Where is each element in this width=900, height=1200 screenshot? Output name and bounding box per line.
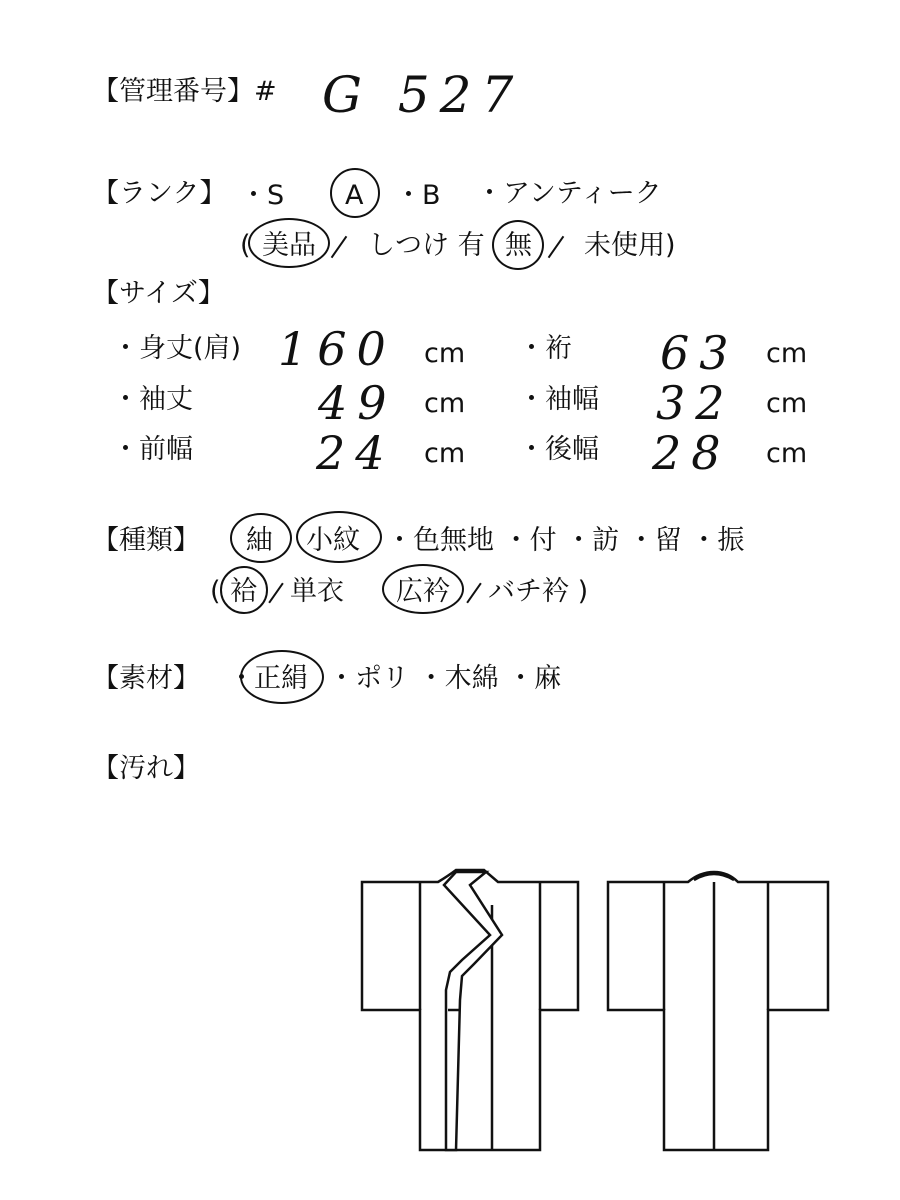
rank-label: 【ランク】 — [92, 178, 227, 209]
rank-bihin: 美品 — [262, 230, 316, 261]
mgmt-number-handwritten: G 527 — [322, 66, 524, 124]
rank-b: ・B — [395, 180, 441, 211]
size-value-sodetake: 49 — [318, 376, 397, 430]
size-value-ushirohaba: 28 — [652, 426, 731, 480]
material-rest: ・ポリ ・木綿 ・麻 — [328, 663, 562, 694]
kind-bachieri: バチ衿 ) — [488, 576, 589, 607]
kimono-front-collar — [444, 872, 502, 1150]
rank-nashi: 無 — [505, 230, 532, 261]
rank-mishiyo: 未使用) — [584, 230, 676, 261]
size-unit: cm — [766, 438, 808, 469]
size-label-sodetake: ・袖丈 — [112, 384, 193, 415]
kind-tsumugi: 紬 — [246, 525, 273, 556]
kind-paren-open: ( — [210, 576, 221, 607]
size-unit: cm — [424, 438, 466, 469]
kind-label: 【種類】 — [92, 525, 200, 556]
size-unit: cm — [766, 388, 808, 419]
kind-hitoe: 単衣 — [290, 576, 344, 607]
size-value-sodehaba: 32 — [656, 376, 735, 430]
size-unit: cm — [424, 388, 466, 419]
rank-a: A — [345, 180, 364, 211]
size-unit: cm — [766, 338, 808, 369]
kind-komon: 小紋 — [306, 525, 360, 556]
kind-rest: ・色無地 ・付 ・訪 ・留 ・振 — [386, 525, 745, 556]
size-label-sodehaba: ・袖幅 — [518, 384, 599, 415]
material-shoken: 正絹 — [254, 663, 308, 694]
rank-shitsuke: しつけ 有 — [368, 230, 485, 261]
size-value-yuki: 63 — [660, 326, 739, 380]
size-unit: cm — [424, 338, 466, 369]
mgmt-label: 【管理番号】# — [92, 76, 277, 107]
size-label-yuki: ・裄 — [518, 333, 572, 364]
kind-awase: 袷 — [230, 576, 257, 607]
size-label-mitake: ・身丈(肩) — [112, 333, 242, 364]
material-dot: ・ — [228, 663, 255, 694]
stain-label: 【汚れ】 — [92, 753, 200, 784]
size-label: 【サイズ】 — [92, 278, 225, 309]
size-label-ushirohaba: ・後幅 — [518, 434, 599, 465]
kind-hiroeri: 広衿 — [396, 576, 450, 607]
kimono-back-outline — [608, 872, 828, 1150]
rank-s: ・S — [240, 180, 285, 211]
size-value-mitake: 160 — [278, 322, 396, 376]
rank-paren-open: ( — [240, 230, 251, 261]
size-label-maehaba: ・前幅 — [112, 434, 193, 465]
material-label: 【素材】 — [92, 663, 200, 694]
rank-antique: ・アンティーク — [476, 178, 662, 209]
size-value-maehaba: 24 — [316, 426, 395, 480]
